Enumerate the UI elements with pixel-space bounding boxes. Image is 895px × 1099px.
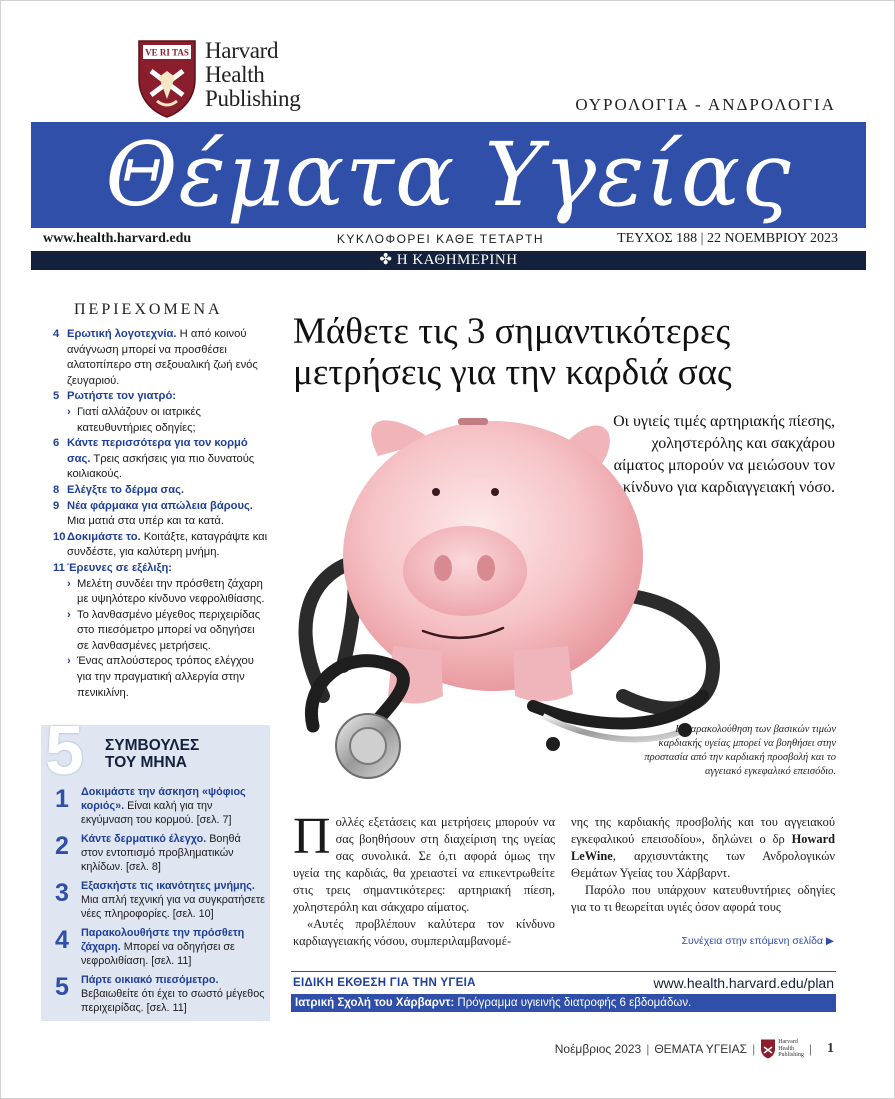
page-number: 1 (827, 1041, 834, 1056)
tip-item (55, 785, 265, 827)
special-report-bar (291, 994, 836, 1012)
tip-number: 4 (55, 926, 69, 954)
drop-cap: Π (293, 808, 331, 865)
tip-title: Πάρτε οικιακό πιεσόμετρο. (81, 974, 219, 986)
tip-item (55, 973, 265, 1015)
footer-publication: ΘΕΜΑΤΑ ΥΓΕΙΑΣ (654, 1042, 748, 1056)
tip-text: Μια απλή τεχνική για να συγκρατήσετε νέες πληροφορίες. [σελ. 10] (81, 894, 265, 920)
logo-line-harvard: Harvard (205, 38, 279, 63)
tip-title: Παρακολουθήστε την πρόσθετη ζάχαρη. (81, 927, 245, 953)
chevron-right-icon: › (67, 577, 71, 590)
chevron-right-icon: › (67, 655, 71, 668)
article-paragraph-3 (571, 814, 835, 882)
contents-subitem-text: Το λανθασμένο μέγεθος περιχειρίδας στο πιεσόμετρο μπορεί να οδηγήσει σε λανθασμένες μετρήσεις. (77, 608, 261, 652)
tip-number: 2 (55, 832, 69, 860)
article-paragraph-2: «Αυτές προβλέπουν καλύτερα τον κίνδυνο καρδιαγγειακής νόσου, συμπεριλαμβανομέ- (293, 917, 555, 948)
tip-number: 5 (55, 973, 69, 1001)
tip-title: Εξασκήστε τις ικανότητες μνήμης. (81, 880, 255, 892)
contents-page-number: 9 (53, 499, 60, 512)
newspaper-emblem-icon: ✤ (379, 252, 397, 268)
contents-item[interactable] (53, 483, 268, 499)
article-paragraph-3-b: , αρχισυντάκτης των Ανδρολογικών Θεμάτων Υγείας του Χάρβαρντ. (571, 849, 835, 880)
contents-item[interactable] (53, 561, 268, 701)
contents-item-title: Κάντε περισσότερα για τον κορμό σας. (67, 437, 248, 465)
tips-heading-line2: ΤΟΥ ΜΗΝΑ (105, 754, 187, 771)
special-report-bar-bold: Ιατρική Σχολή του Χάρβαρντ: (295, 997, 455, 1009)
article-paragraph-1-text: ολλές εξετάσεις και μετρήσεις μπορούν να σας βοηθήσουν στη διαχείριση της υγείας σας συνολικά. Σε ό,τι αφορά όμως την υγεία της καρδιάς, θα χρειαστεί να επικεντρωθείτε στις τρεις σημαντικότερες: αρτηριακή πίεση, χοληστερόλη και σάκχαρο αίματος. (293, 815, 555, 914)
tip-body (81, 785, 265, 827)
tip-title: Κάντε δερματικό έλεγχο. (81, 833, 207, 845)
newspaper-name (1, 251, 895, 270)
contents-item-body (67, 436, 268, 483)
footer-shield-icon (760, 1039, 776, 1059)
contents-item-text: Κοιτάξτε, καταγράψτε και συνδέστε, για καλύτερη μνήμη. (67, 530, 268, 559)
masthead-title: Θέματα Υγείας (105, 123, 792, 226)
contents-title: ΠΕΡΙΕΧΟΜΕΝΑ (74, 301, 223, 318)
contents-item-title: Ρωτήστε τον γιατρό: (67, 390, 177, 403)
photo-caption: Η παρακολούθηση των βασικών τιμών καρδιακής υγείας μπορεί να βοηθήσει στην προστασία από την καρδιακή προσβολή και το αγγειακό εγκεφαλικό επεισόδιο. (644, 724, 836, 777)
contents-item-body (67, 499, 268, 530)
tip-body (81, 832, 265, 874)
contents-item[interactable] (53, 499, 268, 530)
contents-page-number: 8 (53, 483, 60, 496)
article-headline: Μάθετε τις 3 σημαντικότερες μετρήσεις για την καρδιά σας (293, 311, 732, 393)
contents-item-title: Έρευνες σε εξέλιξη: (67, 561, 173, 574)
special-report-bar-text: Πρόγραμμα υγιεινής διατροφής 6 εβδομάδων. (454, 997, 692, 1009)
contents-item-title: Δοκιμάστε το. (67, 530, 141, 543)
page-footer (555, 1039, 834, 1059)
tips-list (55, 785, 265, 1020)
contents-subitem (67, 654, 268, 701)
logo-line-health: Health (205, 62, 265, 87)
contents-page-number: 4 (53, 328, 60, 340)
issue-info: ΤΕΥΧΟΣ 188 | 22 ΝΟΕΜΒΡΙΟΥ 2023 (617, 231, 838, 246)
contents-item-body (67, 327, 268, 389)
contents-item-title: Ερωτική λογοτεχνία. (67, 328, 177, 340)
contents-page-number: 5 (53, 390, 60, 403)
masthead-meta-row (43, 231, 838, 249)
tip-text: Είναι καλή για την εκγύμναση του κορμού. [σελ. 7] (81, 800, 232, 826)
article-column-2 (571, 814, 835, 916)
contents-page-number: 10 (53, 530, 66, 543)
footer-logo-line: Publishing (778, 1052, 804, 1059)
tip-number: 3 (55, 879, 69, 907)
tip-item (55, 926, 265, 968)
contents-subitem (67, 608, 268, 655)
promo-divider (291, 971, 836, 972)
article-deck: Οι υγιείς τιμές αρτηριακής πίεσης, χοληστερόλης και σακχάρου αίματος μπορούν να μειώσουν τον κίνδυνο για καρδιαγγειακή νόσο. (613, 413, 835, 496)
tip-text: Βεβαιωθείτε ότι έχει το σωστό μέγεθος περιχειρίδας. [σελ. 11] (81, 988, 265, 1014)
footer-logo-line: Health (778, 1045, 795, 1052)
article-paragraph-3-a: νης της καρδιακής προσβολής και του αγγειακού εγκεφαλικού επεισοδίου», δηλώνει ο δρ (571, 815, 835, 846)
contents-item-text: Μια ματιά στα υπέρ και τα κατά. (67, 515, 224, 528)
contents-subitem-text: Μελέτη συνδέει την πρόσθετη ζάχαρη με υψηλότερο κίνδυνο νεφρολιθίασης. (77, 577, 265, 606)
footer-date: Νοέμβριος 2023 (554, 1042, 642, 1056)
contents-item-title: Νέα φάρμακα για απώλεια βάρους. (67, 499, 253, 512)
tips-heading (105, 737, 199, 771)
footer-logo-text (778, 1039, 804, 1059)
contents-item-text: Η από κοινού ανάγνωση μπορεί να προσθέσει αλατοπίπερο στη σεξουαλική ζωή ενός ζευγαριού. (67, 328, 258, 387)
footer-separator: | (752, 1042, 756, 1056)
contents-item-body (67, 483, 268, 499)
logo-wordmark (205, 39, 300, 111)
article-column-1 (293, 808, 555, 950)
tip-body (81, 926, 265, 968)
article-paragraph-4: Παρόλο που υπάρχουν κατευθυντήριες οδηγίες για το τι θεωρείται υγιές όσον αφορά τους (571, 883, 835, 914)
tips-heading-line1: ΣΥΜΒΟΥΛΕΣ (105, 737, 200, 754)
tip-number: 1 (55, 785, 69, 813)
special-report-url[interactable]: www.health.harvard.edu/plan (653, 975, 834, 991)
contents-item-title: Ελέγξτε το δέρμα σας. (67, 483, 185, 496)
footer-separator: | (646, 1042, 650, 1056)
contents-item-body (67, 530, 268, 561)
contents-item[interactable] (53, 436, 268, 483)
harvard-shield-icon (137, 39, 197, 119)
shield-lettering: VE RI TAS (145, 47, 189, 58)
contents-item[interactable] (53, 389, 268, 436)
contents-list (53, 327, 268, 701)
footer-logo (760, 1039, 804, 1059)
article-paragraph-1 (293, 808, 555, 916)
footer-separator: | (808, 1042, 812, 1056)
tip-text: Βοηθά στον εντοπισμό προβληματικών κηλίδων. [σελ. 8] (81, 833, 241, 873)
contents-subitem-text: Ένας απλούστερος τρόπος ελέγχου για την πραγματική αλλεργία στην πενικιλίνη. (77, 655, 254, 699)
publication-frequency: ΚΥΚΛΟΦΟΡΕΙ ΚΑΘΕ ΤΕΤΑΡΤΗ (336, 232, 545, 246)
tip-item (55, 832, 265, 874)
special-report-label: ΕΙΔΙΚΗ ΕΚΘΕΣΗ ΓΙΑ ΤΗΝ ΥΓΕΙΑ (293, 977, 476, 989)
chevron-right-icon: › (67, 608, 71, 621)
website-url: www.health.harvard.edu (43, 231, 192, 246)
contents-subitem (67, 577, 268, 608)
contents-item-body (67, 561, 268, 701)
harvard-health-logo (137, 39, 300, 119)
tip-body (81, 973, 265, 1015)
section-label: ΟΥΡΟΛΟΓΙΑ - ΑΝΔΡΟΛΟΓΙΑ (575, 95, 836, 114)
tip-text: Μπορεί να οδηγήσει σε νεφρολιθίαση. [σελ. 11] (81, 941, 235, 967)
newspaper-name-text: Η ΚΑΘΗΜΕΡΙΝΗ (396, 252, 518, 268)
contents-page-number: 6 (53, 437, 60, 450)
tip-title: Δοκιμάστε την άσκηση «ψόφιος κοριός». (81, 786, 246, 812)
contents-subitem-text: Γιατί αλλάζουν οι ιατρικές κατευθυντήριες οδηγίες; (77, 405, 201, 434)
contents-item-text: Τρεις ασκήσεις για πιο δυνατούς κοιλιακούς. (67, 452, 255, 481)
quoted-doctor-name: Howard LeWine (571, 832, 835, 863)
continued-link[interactable]: Συνέχεια στην επόμενη σελίδα ▶ (681, 935, 834, 947)
tip-item (55, 879, 265, 921)
footer-logo-line: Harvard (778, 1039, 798, 1046)
logo-line-publishing: Publishing (205, 86, 301, 111)
contents-item-body (67, 389, 268, 436)
contents-subitem (67, 405, 268, 436)
tips-big-number: 5 (45, 711, 84, 789)
tip-body (81, 879, 265, 921)
contents-item[interactable] (53, 530, 268, 561)
chevron-right-icon: › (67, 405, 71, 418)
contents-item[interactable] (53, 327, 268, 389)
contents-page-number: 11 (53, 561, 65, 574)
